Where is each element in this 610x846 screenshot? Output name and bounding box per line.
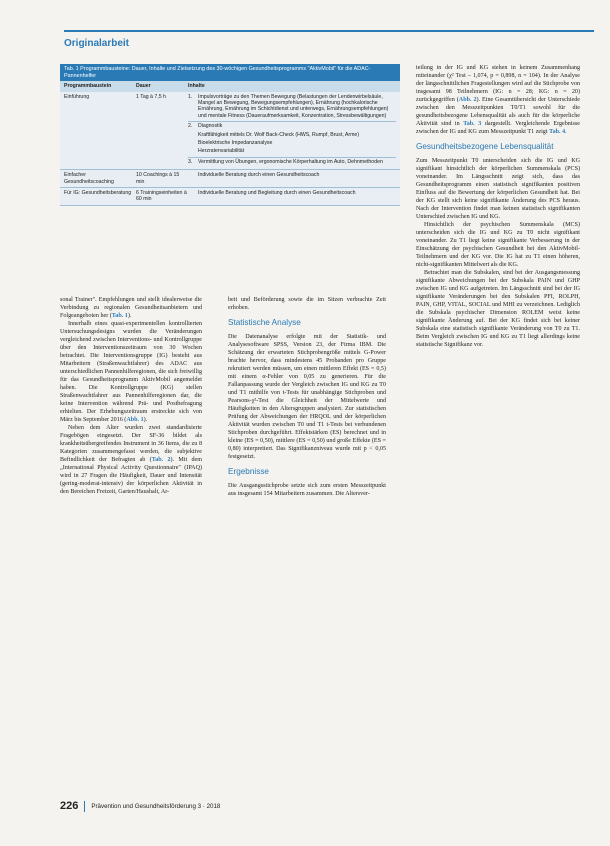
paragraph: sonal Trainer". Empfehlungen und stellt idealerweise die Verbindung zu regionalen Gesundheitsanbietern und Folgeangeboten her (Tab. 1). (60, 297, 202, 319)
table-row (60, 170, 400, 188)
table-cell-baustein: Einfacher Gesundheitscoaching (64, 172, 114, 185)
page-number: 226 (60, 800, 79, 812)
footer-divider (84, 801, 85, 812)
paragraph: beit und Beförderung sowie die im Sitzen verbrachte Zeit erhoben. (228, 297, 386, 311)
paragraph: Betrachtet man die Subskalen, sind bei der Ausgangsmessung signifikante Abweichungen bei der Subskala PAIN und GHP zwischen IG und KG aufgetreten. Im Längsschnitt sind bei der IG signifikante Veränderungen bei den Subskalen PFI, ROLPH, PAIN, GHP, VITAL, SOCIAL und MHI zu verzeichnen. Lediglich die Subskala psychischer Dimension ROLEM weist keine signifikante Änderung auf. Bei der KG findet sich bei keiner Subskala eine statistisch signifikante Veränderung von T0 zu T1. Beim Vergleich zwischen IG und KG zu T1 liegt allerdings keine statistische Signifikanz vor. (416, 270, 580, 348)
table-cell-item: 3. Vermittlung von Übungen, ergonomische Körperhaltung im Auto, Dehnmethoden (188, 157, 396, 165)
journal-name: Prävention und Gesundheitsförderung 3 · 2018 (91, 802, 221, 810)
table-cell-item: Individuelle Beratung und Begleitung durch einen Gesundheitscoach (198, 190, 356, 197)
section-title: Originalarbeit (64, 38, 130, 49)
section-heading: Statistische Analyse (228, 318, 301, 327)
table-cell-dauer: 10 Coachings à 15 min (136, 172, 180, 185)
text-column-1 (60, 296, 202, 496)
table-reference: Tab. 1 (111, 313, 128, 319)
table-header-cell: Inhalte (188, 83, 205, 90)
text-column-2 (228, 296, 386, 498)
table-cell-item: Bioelektrische Impedanzanalyse (198, 140, 273, 147)
table-cell-dauer: 6 Trainingseinheiten à 60 min (136, 190, 187, 203)
table-reference: Tab. 3 (463, 121, 482, 127)
table-cell-item: 2. Diagnostik (188, 121, 396, 129)
table-cell-inhalte (188, 94, 396, 168)
table-header-cell: Programmbaustein (64, 83, 112, 90)
table-reference: Tab. 4 (549, 129, 566, 135)
figure-reference: Abb. 2 (458, 97, 477, 103)
table-body (60, 92, 400, 206)
section-header (64, 30, 594, 49)
text-column-3 (416, 64, 580, 349)
table-cell-item: Herzratenvariabilität (198, 148, 245, 155)
table-cell-inhalte (188, 190, 396, 203)
table-row (60, 92, 400, 171)
paragraph: Die Ausgangsstichprobe setzte sich zum ersten Messzeitpunkt aus insgesamt 154 Mitarbeitern zusammen. Die Altersver- (228, 483, 386, 497)
paragraph: Neben dem Alter wurden zwei standardisierte Fragebögen eingesetzt. Der SF-36 bildet als krankheitsübergreifendes Instrument in 36 Items, die zu 8 Kategorien zusammengefasst werden, die subjektive Befindlichkeit der Befragten ab (Tab. 2). Mit dem „International Physical Activity Questionnaire" (IPAQ) wird in 27 Fragen die Häufigkeit, Dauer und Intensität (gering-moderat-intensiv) der körperlichen Aktivität in den Bereichen Freizeit, Garten/Haushalt, Ar- (60, 425, 202, 495)
table-header-row (60, 81, 400, 91)
program-table (60, 64, 400, 206)
table-cell-item: 1. Impulsvorträge zu den Themen Bewegung (Belastungen der Lendenwirbelsäule, Mangel an Bewegung, Bewegungsempfehlungen), Ernährung (hochkalorische Ernährung, Ernährung im Schichtdienst und unterwegs, Ernährungsempfehlungen) und mentale Fitness (Daueraufmerksamkeit, Konzentration, Stressbewältigungen) (188, 93, 389, 119)
table-reference: Tab. 2 (151, 457, 171, 463)
table-cell-item: Individuelle Beratung durch einen Gesundheitscoach (198, 172, 320, 179)
table-cell-inhalte (188, 172, 396, 185)
paragraph: Zum Messzeitpunkt T0 unterscheiden sich die IG und KG signifikant hinsichtlich der körperlichen Summenskala (PCS) voneinander. Im Längsschnitt zeigt sich, dass das Gesundheitsprogramm einen statistisch signifikanten positiven Einfluss auf die Bewertung der körperlichen Gesundheit hat. Bei der KG stellt sich keine signifikante Änderung des PCS heraus. Nach der Intervention findet man keinen statistisch signifikanten Unterschied zwischen IG und KG. (416, 158, 580, 220)
paragraph: teilung in der IG und KG stehen in keinem Zusammenhang miteinander (χ² Test – 1,074, p = 0,898, n = 104). In der Analyse der längsschnittlichen Fragestellungen wird auf die Stichprobe von insgesamt 98 Teilnehmern (IG: n = 28; KG: n = 20) zurückgegriffen (Abb. 2). Eine Gesamtübersicht der Unterschiede zwischen den Messzeitpunkten T0/T1 sowohl für die gesundheitsbezogene Lebensqualität als auch für die körperliche Aktivität sind in Tab. 3 dargestellt. Vergleichende Ergebnisse zwischen der IG und KG zum Messzeitpunkt T1 zeigt Tab. 4. (416, 65, 580, 135)
page-footer (60, 800, 220, 812)
paragraph: Die Datenanalyse erfolgte mit der Statistik- und Analysesoftware SPSS, Version 23, der Firma IBM. Die Schätzung der erwarteten Stichprobengröße mittels G-Power brachte hervor, dass mindestens 45 Probanden pro Gruppe rekrutiert werden müssen, um einen mittleren Effekt (ES = 0,5) mit einem α-Fehler von 0,05 zu generieren. Für die Fallanpassung wurde der Vergleich zwischen IG und KG zu T0 und T1 mithilfe von t-Tests für unabhängige Stichproben und Pearsons-χ²-Test die Gleichheit der Mittelwerte und Häufigkeiten in den Altersgruppen analysiert. Zur statistischen Prüfung der Abweichungen der HRQOL und der körperlichen Aktivität wurden zwischen T0 und T1 t-Tests bei verbundenen Stichproben durchgeführt. Effektstärken (ES) berechnet und in kleine (ES = 0,50), mittlere (ES = 0,50) und große Effekte (ES = 0,80) interpretiert. Das Signifikanzniveau wurde mit p < 0,05 festgesetzt. (228, 334, 386, 460)
table-header-cell: Dauer (136, 83, 151, 90)
paragraph: Innerhalb eines quasi-experimentellen kontrollierten Untersuchungsdesigns wurden die Veränderungen vergleichend zwischen Interventions- und Kontrollgruppe über den Interventionszeitraum von 30 Wochen betrachtet. Die Interventionsgruppe (IG) besteht aus Mitarbeitern (Straßenwachtfahrer) des ADAC aus unterschiedlichen Pannenhilferegionen, die sich freiwillig für das Gesundheitsprogramm AktivMobil angemeldet haben. Die Kontrollgruppe (KG) stellen Straßenwachtfahrer aus Pannenhilferegionen dar, die keine Intervention während Prä- und Postbefragung erhielten. Der Erhebungszeitraum erstreckte sich von März bis September 2016 (Abb. 1). (60, 321, 202, 423)
table-cell-dauer: 1 Tag à 7,5 h (136, 93, 166, 100)
section-heading: Gesundheitsbezogene Lebensqualität (416, 142, 554, 151)
section-heading: Ergebnisse (228, 467, 269, 476)
table-cell-baustein: Einführung (64, 93, 90, 100)
table-row (60, 188, 400, 206)
table-cell-baustein: Für IG: Gesundheitsberatung (64, 190, 132, 197)
table-caption: Tab. 1 Programmbausteine: Dauer, Inhalte und Zielsetzung des 30-wöchigen Gesundheitsprogramms "AktivMobil" für die ADAC-Pannenhelfer (60, 64, 400, 81)
table-cell-item: Kraftfähigkeit mittels Dr. Wolf Back-Check (HWS, Rumpf, Brust, Arme) (198, 131, 360, 138)
paragraph: Hinsichtlich der psychischen Summenskala (MCS) unterscheiden sich die IG und KG zu T0 nicht signifikant voneinander. Zu T1 liegt keine signifikante Verbesserung in der Einschätzung der psychischen Gesundheit bei den AktivMobil-Teilnehmern und der KG vor. Die IG hat zu T1 einen höheren, nicht-signifikanten Mittelwert als die KG. (416, 222, 580, 268)
figure-reference: Abb. 1 (126, 417, 144, 423)
